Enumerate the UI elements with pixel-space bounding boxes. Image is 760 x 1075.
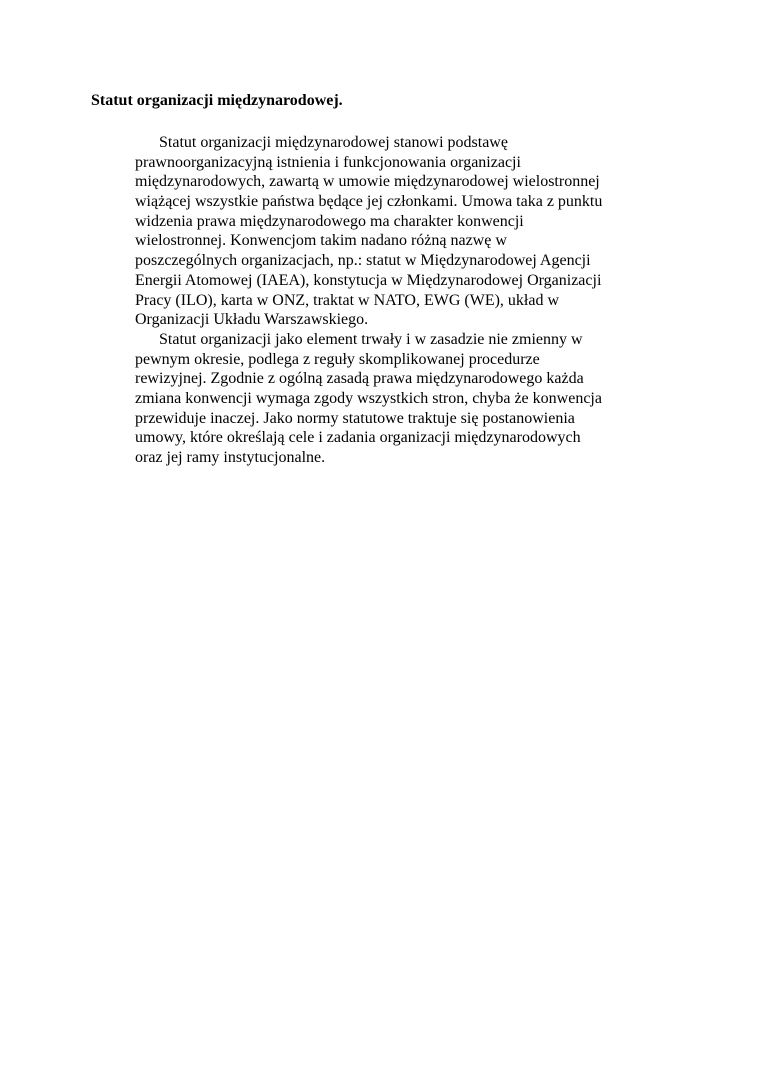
paragraph-line: zmiana konwencji wymaga zgody wszystkich stron, chyba że konwencja [135,389,602,407]
paragraph-line: wiążącej wszystkie państwa będące jej członkami. Umowa taka z punktu [135,193,603,211]
paragraph-line: Energii Atomowej (IAEA), konstytucja w Międzynarodowej Organizacji [135,271,602,289]
paragraph-line: umowy, które określają cele i zadania organizacji międzynarodowych [135,429,581,447]
paragraph-2 [135,330,675,468]
paragraph-line: Pracy (ILO), karta w ONZ, traktat w NATO, EWG (WE), układ w [135,291,560,309]
paragraph-line: oraz jej ramy instytucjonalne. [135,449,326,466]
paragraph-line: pewnym okresie, podlega z reguły skomplikowanej procedurze [135,350,540,368]
paragraph-line: Statut organizacji międzynarodowej stanowi podstawę [159,134,508,151]
paragraph-line: międzynarodowych, zawartą w umowie międzynarodowej wielostronnej [135,173,600,191]
paragraph-line: Statut organizacji jako element trwały i w zasadzie nie zmienny w [159,330,583,348]
paragraph-line: wielostronnej. Konwencjom takim nadano różną nazwę w [135,232,507,250]
paragraph-line: prawnoorganizacyjną istnienia i funkcjonowania organizacji [135,153,521,171]
paragraph-line: widzenia prawa międzynarodowego ma charakter konwencji [135,212,524,230]
paragraph-line: Organizacji Układu Warszawskiego. [135,311,369,329]
paragraph-line: przewiduje inaczej. Jako normy statutowe traktuje się postanowienia [135,409,575,427]
paragraph-line: poszczególnych organizacjach, np.: statut w Międzynarodowej Agencji [135,252,591,270]
document-body [135,133,675,468]
document-title: Statut organizacji międzynarodowej. [91,92,343,109]
paragraph-1 [135,133,675,330]
paragraph-line: rewizyjnej. Zgodnie z ogólną zasadą prawa międzynarodowego każda [135,370,584,388]
